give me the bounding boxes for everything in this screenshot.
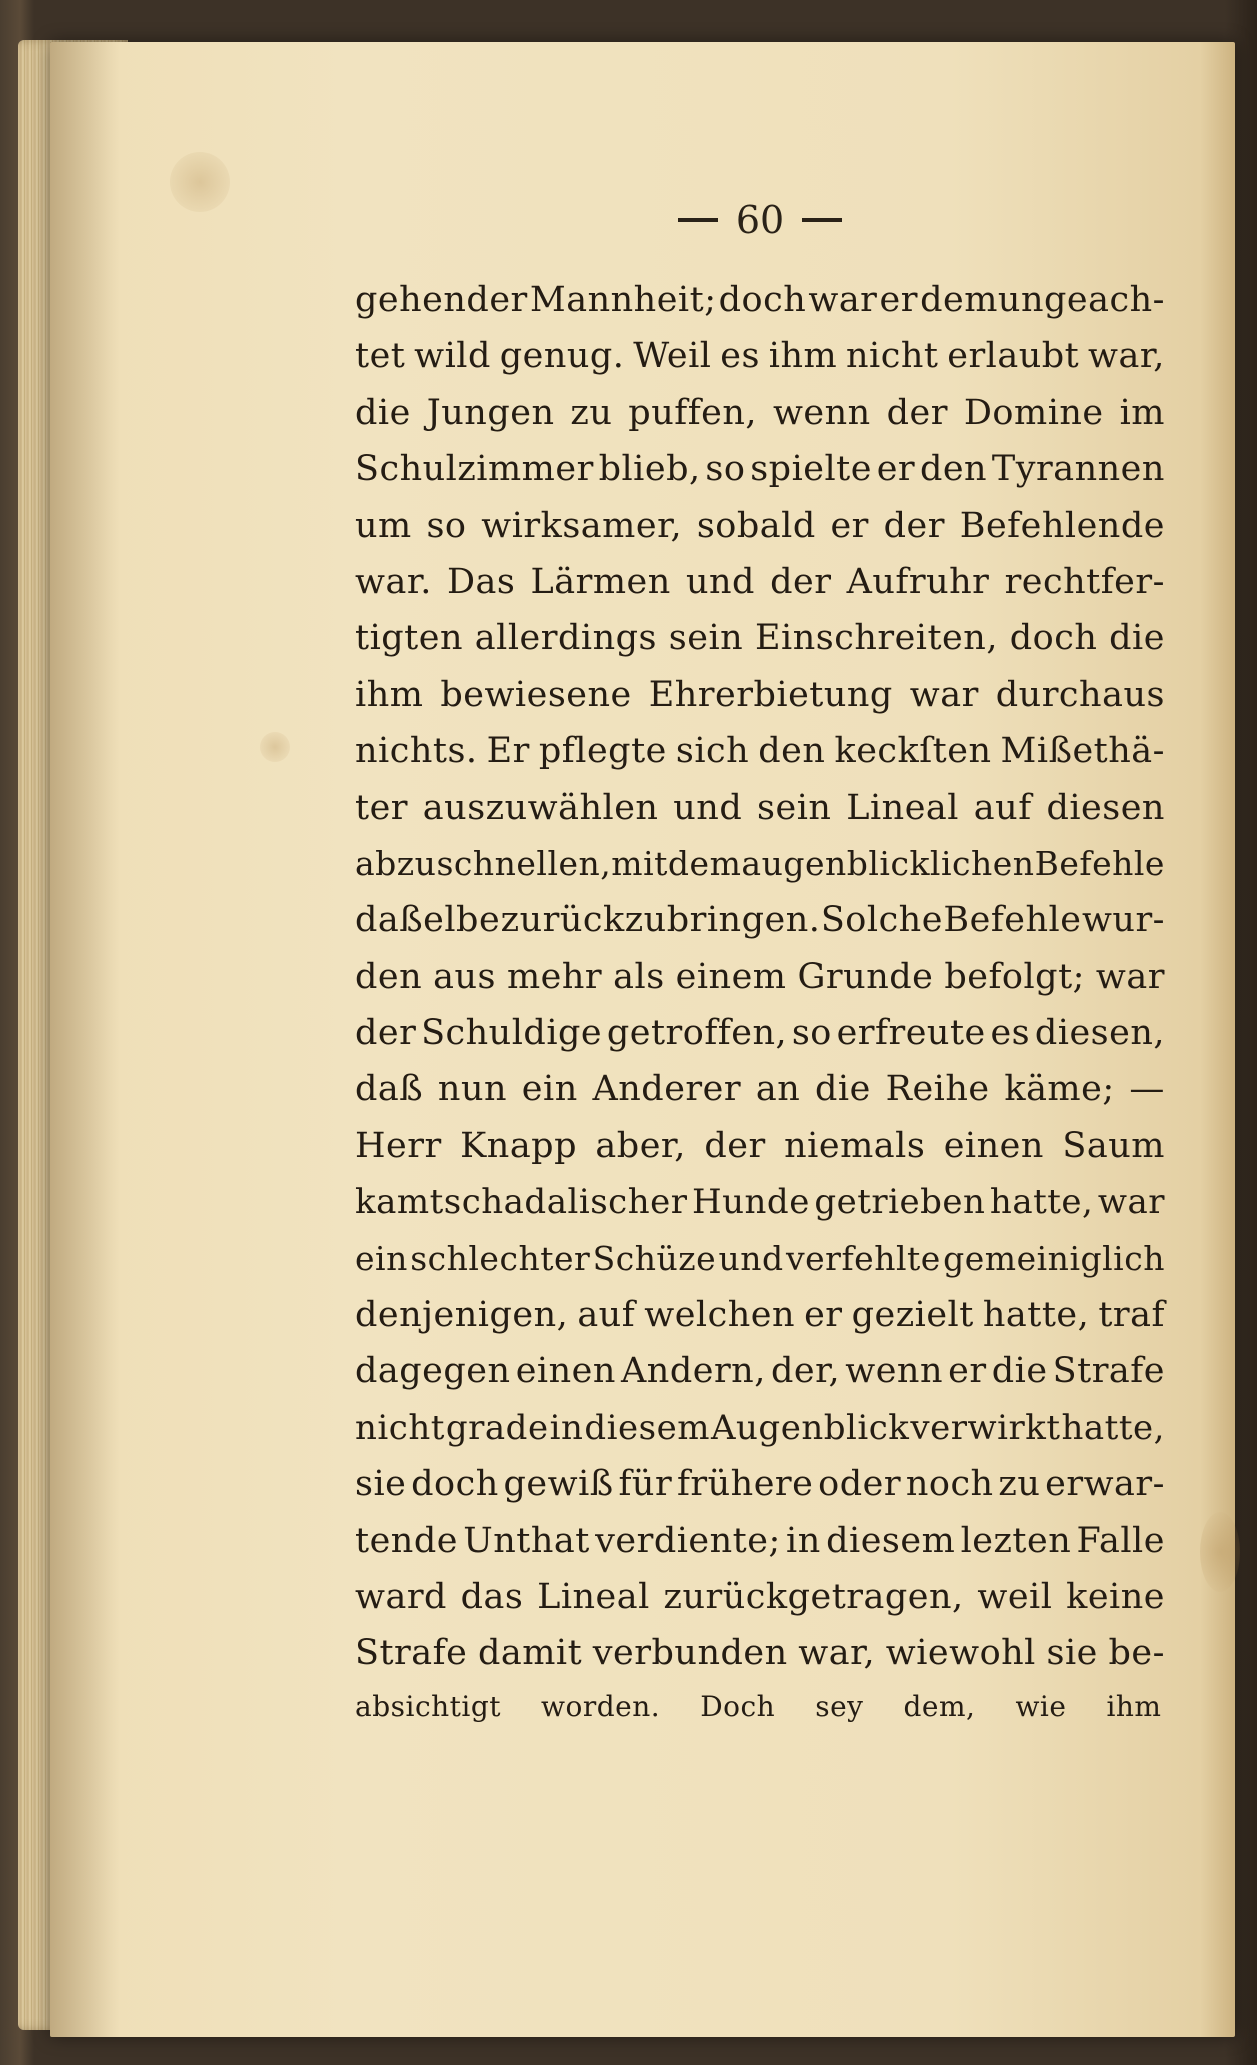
- word: wirksamer,: [481, 505, 683, 546]
- word: den: [758, 731, 826, 772]
- word: gezielt: [851, 1295, 974, 1336]
- word: der: [355, 1013, 417, 1054]
- text-line: [355, 1408, 1165, 1464]
- word: tende: [355, 1520, 458, 1561]
- word: dem: [667, 843, 742, 883]
- text-line: [355, 1182, 1165, 1238]
- word: die: [1109, 618, 1165, 659]
- text-line: [355, 957, 1165, 1013]
- word: oder: [818, 1464, 902, 1505]
- text-line: [355, 675, 1165, 731]
- word: war,: [1088, 336, 1165, 377]
- text-line: [355, 336, 1165, 392]
- word: für: [618, 1464, 673, 1505]
- text-line: [355, 900, 1165, 956]
- word: hatte,: [982, 1295, 1090, 1336]
- word: weil: [977, 1576, 1053, 1617]
- word: wild: [414, 336, 491, 377]
- word: im: [1119, 392, 1165, 433]
- word: traf: [1098, 1295, 1165, 1336]
- word: blieb,: [598, 449, 701, 490]
- word: der: [883, 505, 946, 546]
- word: sey: [815, 1689, 864, 1723]
- word: zurückgetragen,: [663, 1576, 964, 1617]
- text-line: [355, 1633, 1165, 1689]
- text-line: [355, 393, 1165, 449]
- word: wie: [1015, 1689, 1067, 1723]
- word: —: [1129, 1069, 1165, 1110]
- text-line: [355, 1013, 1165, 1069]
- word: in: [549, 1407, 584, 1448]
- word: doch: [718, 280, 807, 320]
- word: nicht: [845, 336, 939, 377]
- word: Andern,: [621, 1351, 766, 1392]
- word: frühere: [676, 1464, 814, 1505]
- word: Mannheit;: [529, 280, 717, 320]
- word: puffen,: [628, 392, 758, 433]
- word: einem: [675, 956, 787, 997]
- word: und: [673, 787, 743, 828]
- word: dem,: [903, 1689, 976, 1723]
- text-line: [355, 506, 1165, 562]
- word: mit: [611, 843, 668, 883]
- word: auf: [973, 787, 1032, 828]
- word: damit: [477, 1633, 583, 1674]
- word: befolgt;: [944, 956, 1085, 997]
- word: Strafe: [355, 1633, 468, 1674]
- word: Lärmen: [530, 561, 671, 602]
- word: wiewohl: [885, 1633, 1036, 1674]
- word: als: [613, 956, 665, 997]
- word: gehender: [355, 280, 528, 320]
- word: nun: [437, 1069, 508, 1110]
- word: getrieben: [814, 1182, 986, 1223]
- word: Befehlende: [959, 505, 1165, 546]
- word: demungeach-: [920, 280, 1165, 320]
- word: absichtigt: [355, 1689, 502, 1723]
- word: Befehle: [943, 900, 1082, 941]
- word: aber,: [595, 1125, 686, 1166]
- word: ter: [355, 787, 409, 828]
- text-line: [355, 1464, 1165, 1520]
- word: Falle: [1076, 1520, 1165, 1561]
- word: Reihe: [885, 1069, 990, 1110]
- word: Herr: [355, 1125, 442, 1166]
- word: erlaubt: [947, 336, 1080, 377]
- word: an: [755, 1069, 801, 1110]
- word: auszuwählen: [422, 787, 659, 828]
- word: ihm: [1106, 1689, 1162, 1723]
- text-line: [355, 280, 1165, 336]
- text-line: [355, 1126, 1165, 1182]
- header-dash-right: [802, 218, 842, 222]
- word: Grunde: [797, 956, 934, 997]
- body-text: [355, 280, 1165, 1746]
- word: hatte,: [989, 1182, 1094, 1223]
- text-line: [355, 1069, 1165, 1125]
- word: war: [1097, 1182, 1165, 1223]
- word: Mißethä-: [1000, 731, 1165, 772]
- word: um: [355, 505, 412, 546]
- word: sie: [355, 1464, 407, 1505]
- word: bewiesene: [440, 674, 632, 715]
- word: sich: [675, 731, 750, 772]
- word: so: [426, 505, 467, 546]
- word: keckſten: [834, 731, 992, 772]
- word: doch: [411, 1464, 499, 1505]
- word: tigten: [355, 618, 463, 659]
- word: grade: [445, 1407, 549, 1448]
- word: kamtschadalischer: [355, 1182, 688, 1223]
- word: abzuschnellen,: [355, 843, 612, 883]
- word: er: [879, 280, 918, 320]
- word: Befehle: [1034, 843, 1165, 883]
- word: war: [1095, 956, 1165, 997]
- word: verbunden: [592, 1633, 788, 1674]
- word: war: [909, 674, 979, 715]
- word: Ehrerbietung: [648, 674, 893, 715]
- word: Weil: [633, 336, 712, 377]
- word: gewiß: [503, 1464, 614, 1505]
- word: sein: [757, 787, 832, 828]
- word: mehr: [506, 956, 603, 997]
- word: diesen: [1046, 787, 1165, 828]
- text-line: [355, 1295, 1165, 1351]
- word: sein: [668, 618, 744, 659]
- word: Augenblick: [710, 1407, 910, 1448]
- word: Unthat: [463, 1520, 590, 1561]
- word: auf: [577, 1295, 636, 1336]
- word: erfreute: [836, 1013, 986, 1054]
- word: Lineal: [537, 1576, 650, 1617]
- word: worden.: [541, 1689, 661, 1723]
- word: genug.: [499, 336, 625, 377]
- word: verdiente;: [595, 1520, 781, 1561]
- word: keine: [1066, 1576, 1165, 1617]
- word: Tyrannen: [991, 449, 1165, 490]
- word: den: [919, 449, 988, 490]
- word: denjenigen,: [355, 1295, 569, 1336]
- word: lezten: [960, 1520, 1072, 1561]
- text-line: [355, 1351, 1165, 1407]
- word: dagegen: [355, 1351, 511, 1392]
- word: so: [791, 1013, 832, 1054]
- word: Schuldige: [421, 1013, 603, 1054]
- word: zurückzubringen.: [500, 900, 821, 941]
- word: in: [786, 1520, 821, 1561]
- word: nichts.: [355, 731, 478, 772]
- word: das: [460, 1576, 524, 1617]
- word: Anderer: [592, 1069, 742, 1110]
- word: ihm: [768, 336, 838, 377]
- word: diesen,: [1034, 1013, 1165, 1054]
- word: es: [720, 336, 760, 377]
- word: zu: [570, 392, 613, 433]
- text-line: [355, 1239, 1165, 1295]
- word: nicht: [355, 1407, 445, 1448]
- word: ward: [355, 1576, 447, 1617]
- word: wenn: [772, 392, 871, 433]
- word: daß: [355, 1069, 424, 1110]
- word: Schulzimmer: [355, 449, 594, 490]
- word: er: [876, 449, 916, 490]
- word: ein: [355, 1238, 408, 1278]
- word: er: [804, 1295, 843, 1336]
- word: be-: [1108, 1633, 1165, 1674]
- word: durchaus: [995, 674, 1165, 715]
- word: käme;: [1004, 1069, 1115, 1110]
- text-line: [355, 844, 1165, 900]
- foxing-spot: [1200, 1512, 1240, 1592]
- word: niemals: [784, 1125, 926, 1166]
- text-line: [355, 618, 1165, 674]
- word: Doch: [700, 1689, 776, 1723]
- word: getroffen,: [606, 1013, 788, 1054]
- word: und: [685, 561, 755, 602]
- word: der: [886, 392, 948, 433]
- text-line: [355, 1521, 1165, 1577]
- word: zu: [998, 1464, 1041, 1505]
- word: der: [770, 561, 832, 602]
- word: der,: [770, 1351, 841, 1392]
- word: war,: [798, 1633, 876, 1674]
- word: wenn: [845, 1351, 944, 1392]
- foxing-spot: [260, 732, 290, 762]
- word: verfehlte: [786, 1238, 941, 1278]
- word: den: [355, 956, 423, 997]
- word: daßelbe: [355, 900, 501, 941]
- word: einen: [515, 1351, 616, 1392]
- word: Schüze: [592, 1238, 717, 1278]
- word: er: [830, 505, 869, 546]
- word: rechtfer-: [1004, 561, 1165, 602]
- word: war: [808, 280, 878, 320]
- word: Knapp: [460, 1125, 577, 1166]
- word: schlechter: [410, 1238, 591, 1278]
- word: spielte: [750, 449, 872, 490]
- page-header: [640, 195, 880, 245]
- word: ihm: [355, 674, 424, 715]
- word: diesem: [826, 1520, 956, 1561]
- word: tet: [355, 336, 406, 377]
- text-line: [355, 449, 1165, 505]
- text-line: [355, 1577, 1165, 1633]
- word: sie: [1046, 1633, 1098, 1674]
- word: die: [815, 1069, 871, 1110]
- page-number: 60: [735, 198, 785, 242]
- text-line: [355, 1690, 1165, 1746]
- word: es: [990, 1013, 1031, 1054]
- word: die: [355, 392, 411, 433]
- text-line: [355, 731, 1165, 787]
- word: augenblicklichen: [741, 843, 1035, 883]
- word: er: [948, 1351, 987, 1392]
- text-line: [355, 562, 1165, 618]
- word: einen: [943, 1125, 1044, 1166]
- word: war.: [355, 561, 432, 602]
- word: Solche: [820, 900, 943, 941]
- word: Einschreiten,: [754, 618, 998, 659]
- word: der: [704, 1125, 766, 1166]
- word: Domine: [963, 392, 1104, 433]
- spine-shadow: [50, 42, 120, 2037]
- word: erwar-: [1045, 1464, 1165, 1505]
- word: pflegte: [538, 731, 667, 772]
- word: ein: [521, 1069, 578, 1110]
- word: verwirkt: [910, 1407, 1061, 1448]
- word: welchen: [644, 1295, 796, 1336]
- word: aus: [433, 956, 497, 997]
- word: so: [705, 449, 746, 490]
- word: und: [718, 1238, 784, 1278]
- word: Lineal: [846, 787, 959, 828]
- word: gemeiniglich: [943, 1238, 1165, 1278]
- word: sobald: [696, 505, 816, 546]
- foxing-spot: [170, 152, 230, 212]
- word: noch: [905, 1464, 994, 1505]
- word: wur-: [1081, 900, 1165, 941]
- word: Aufruhr: [846, 561, 990, 602]
- word: Saum: [1062, 1125, 1165, 1166]
- text-line: [355, 788, 1165, 844]
- word: Das: [446, 561, 516, 602]
- word: Hunde: [691, 1182, 810, 1223]
- word: Strafe: [1052, 1351, 1165, 1392]
- word: Er: [486, 731, 530, 772]
- word: die: [991, 1351, 1048, 1392]
- word: allerdings: [474, 618, 657, 659]
- header-dash-left: [678, 218, 718, 222]
- word: doch: [1009, 618, 1098, 659]
- word: diesem: [584, 1407, 710, 1448]
- word: hatte,: [1061, 1407, 1165, 1448]
- word: Jungen: [426, 392, 555, 433]
